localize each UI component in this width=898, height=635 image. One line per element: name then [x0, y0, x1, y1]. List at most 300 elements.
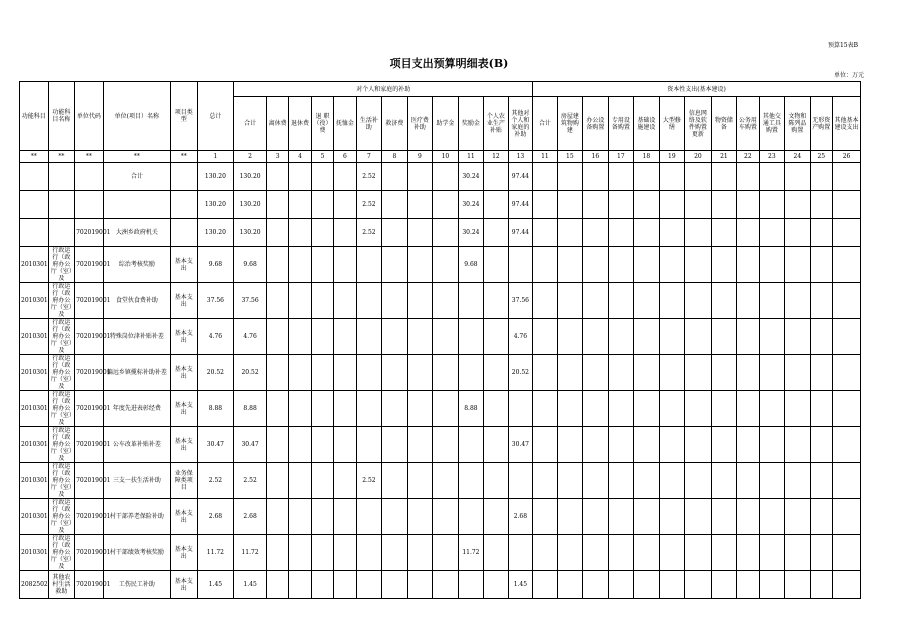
cell-c11 — [458, 355, 484, 391]
cell-c7 — [356, 355, 382, 391]
cell-empty — [334, 355, 356, 391]
cell-fname: 行政运行（政府办公厅（室）及 — [48, 427, 75, 463]
cell-empty — [685, 247, 712, 283]
cell-empty — [737, 463, 759, 499]
cell-c2: 1.45 — [234, 571, 267, 599]
cell-empty — [608, 163, 634, 191]
header-personal-col: 退休费 — [289, 97, 311, 151]
cell-empty — [266, 427, 288, 463]
cell-empty — [311, 535, 333, 571]
cell-empty — [289, 355, 311, 391]
cell-empty — [407, 283, 433, 319]
header-capital-col: 无形资产购置 — [810, 97, 832, 151]
header-personal-col: 生活补助 — [356, 97, 382, 151]
cell-empty — [382, 283, 408, 319]
cell-empty — [833, 463, 861, 499]
cell-empty — [833, 391, 861, 427]
cell-fname: 行政运行（政府办公厅（室）及 — [48, 391, 75, 427]
cell-func: 2010301 — [20, 247, 49, 283]
table-header — [20, 82, 861, 163]
cell-empty — [685, 191, 712, 219]
cell-c2: 2.68 — [234, 499, 267, 535]
cell-empty — [583, 191, 609, 219]
header-capital-col: 物资储备 — [711, 97, 737, 151]
cell-empty — [289, 163, 311, 191]
cell-ptype: 基本支出 — [171, 319, 198, 355]
cell-empty — [484, 571, 508, 599]
cell-ucode: 702019001 — [75, 391, 104, 427]
cell-empty — [685, 463, 712, 499]
cell-empty — [659, 535, 685, 571]
cell-empty — [737, 247, 759, 283]
cell-fname: 行政运行（政府办公厅（室）及 — [48, 283, 75, 319]
cell-empty — [685, 391, 712, 427]
column-code: 7 — [356, 151, 382, 163]
cell-total: 1.45 — [197, 571, 234, 599]
cell-empty — [711, 463, 737, 499]
table-body — [20, 163, 861, 599]
cell-c13 — [508, 463, 533, 499]
cell-ptype: 基本支出 — [171, 283, 198, 319]
cell-c2: 37.56 — [234, 283, 267, 319]
table-row — [20, 283, 861, 319]
cell-func — [20, 191, 49, 219]
cell-empty — [311, 499, 333, 535]
header-capital-col: 其他基本建设支出 — [833, 97, 861, 151]
table-row — [20, 535, 861, 571]
cell-ptype: 基本支出 — [171, 535, 198, 571]
cell-empty — [711, 535, 737, 571]
header-personal-col: 个人农业生产补贴 — [484, 97, 508, 151]
cell-c13 — [508, 247, 533, 283]
cell-c7 — [356, 571, 382, 599]
cell-empty — [484, 163, 508, 191]
header-capital-col: 大型修缮 — [659, 97, 685, 151]
cell-empty — [289, 191, 311, 219]
table-row — [20, 427, 861, 463]
cell-c11 — [458, 571, 484, 599]
cell-func — [20, 163, 49, 191]
cell-empty — [433, 247, 459, 283]
cell-fname: 行政运行（政府办公厅（室）及 — [48, 499, 75, 535]
table-row — [20, 247, 861, 283]
cell-empty — [266, 391, 288, 427]
cell-empty — [634, 499, 660, 535]
cell-empty — [711, 283, 737, 319]
cell-c13: 30.47 — [508, 427, 533, 463]
cell-empty — [433, 163, 459, 191]
header-total: 总计 — [197, 82, 234, 151]
cell-empty — [334, 463, 356, 499]
cell-total: 8.88 — [197, 391, 234, 427]
cell-empty — [810, 191, 832, 219]
cell-c11: 11.72 — [458, 535, 484, 571]
cell-empty — [407, 247, 433, 283]
cell-empty — [759, 499, 785, 535]
cell-c7: 2.52 — [356, 219, 382, 247]
cell-empty — [557, 247, 583, 283]
cell-empty — [608, 535, 634, 571]
header-func: 功能科目 — [20, 82, 49, 151]
cell-c2: 8.88 — [234, 391, 267, 427]
cell-ptype — [171, 163, 198, 191]
cell-empty — [608, 571, 634, 599]
cell-empty — [289, 319, 311, 355]
header-capital-col: 其他交通工具购置 — [759, 97, 785, 151]
cell-empty — [433, 319, 459, 355]
column-code: 4 — [289, 151, 311, 163]
column-code: 9 — [407, 151, 433, 163]
cell-empty — [634, 191, 660, 219]
column-code: ** — [103, 151, 170, 163]
cell-empty — [311, 191, 333, 219]
header-capital-col: 房屋建筑物购建 — [557, 97, 583, 151]
cell-empty — [759, 191, 785, 219]
cell-empty — [407, 319, 433, 355]
budget-table — [19, 81, 861, 599]
cell-empty — [634, 247, 660, 283]
cell-func: 2010301 — [20, 283, 49, 319]
cell-empty — [382, 391, 408, 427]
cell-empty — [711, 319, 737, 355]
cell-empty — [634, 463, 660, 499]
cell-empty — [659, 191, 685, 219]
cell-empty — [382, 219, 408, 247]
column-code: 24 — [785, 151, 811, 163]
cell-uname: 村干部绩效考核奖励 — [103, 535, 170, 571]
cell-empty — [833, 191, 861, 219]
cell-ucode: 702019001 — [75, 283, 104, 319]
cell-empty — [759, 571, 785, 599]
cell-empty — [785, 191, 811, 219]
table-row — [20, 163, 861, 191]
cell-empty — [711, 355, 737, 391]
table-row — [20, 499, 861, 535]
cell-empty — [484, 499, 508, 535]
cell-total: 11.72 — [197, 535, 234, 571]
cell-empty — [659, 355, 685, 391]
cell-empty — [810, 247, 832, 283]
cell-uname: 村干部养老保险补助 — [103, 499, 170, 535]
cell-empty — [833, 283, 861, 319]
column-code: ** — [171, 151, 198, 163]
cell-empty — [484, 319, 508, 355]
header-group-personal: 对个人和家庭的补助 — [234, 82, 533, 97]
cell-c11 — [458, 499, 484, 535]
cell-total: 4.76 — [197, 319, 234, 355]
cell-empty — [407, 163, 433, 191]
header-group-capital: 资本性支出(基本建设) — [533, 82, 861, 97]
cell-empty — [810, 355, 832, 391]
column-code: 10 — [433, 151, 459, 163]
cell-empty — [810, 163, 832, 191]
cell-empty — [737, 535, 759, 571]
cell-empty — [737, 283, 759, 319]
cell-empty — [583, 571, 609, 599]
cell-empty — [711, 571, 737, 599]
cell-empty — [266, 283, 288, 319]
column-code: 2 — [234, 151, 267, 163]
cell-empty — [533, 427, 557, 463]
cell-empty — [759, 163, 785, 191]
unit-label: 单位：万元 — [833, 72, 864, 79]
cell-empty — [833, 163, 861, 191]
cell-empty — [533, 163, 557, 191]
cell-c11 — [458, 283, 484, 319]
cell-ptype: 基本支出 — [171, 355, 198, 391]
cell-empty — [833, 319, 861, 355]
cell-empty — [533, 355, 557, 391]
cell-empty — [810, 571, 832, 599]
cell-empty — [608, 391, 634, 427]
cell-empty — [759, 219, 785, 247]
cell-c7 — [356, 535, 382, 571]
cell-total: 30.47 — [197, 427, 234, 463]
cell-empty — [785, 391, 811, 427]
cell-empty — [634, 355, 660, 391]
cell-func — [20, 219, 49, 247]
cell-empty — [634, 219, 660, 247]
cell-ucode: 702019001 — [75, 571, 104, 599]
cell-empty — [737, 191, 759, 219]
cell-empty — [711, 391, 737, 427]
header-unit-code: 单位代码 — [75, 82, 104, 151]
cell-empty — [833, 219, 861, 247]
cell-ptype: 基本支出 — [171, 247, 198, 283]
cell-empty — [659, 571, 685, 599]
cell-c2: 4.76 — [234, 319, 267, 355]
cell-uname: 年度先进表彰经费 — [103, 391, 170, 427]
cell-c11: 30.24 — [458, 219, 484, 247]
cell-empty — [685, 499, 712, 535]
header-capital-col: 办公设备购置 — [583, 97, 609, 151]
column-code: 11 — [533, 151, 557, 163]
cell-c2: 2.52 — [234, 463, 267, 499]
cell-empty — [533, 283, 557, 319]
cell-empty — [634, 571, 660, 599]
cell-c13: 1.45 — [508, 571, 533, 599]
cell-empty — [634, 283, 660, 319]
cell-fname: 行政运行（政府办公厅（室）及 — [48, 247, 75, 283]
cell-total: 130.20 — [197, 163, 234, 191]
cell-empty — [311, 219, 333, 247]
cell-empty — [785, 355, 811, 391]
cell-empty — [484, 427, 508, 463]
cell-c13: 97.44 — [508, 219, 533, 247]
cell-ptype: 基本支出 — [171, 571, 198, 599]
cell-empty — [334, 499, 356, 535]
cell-empty — [711, 219, 737, 247]
cell-fname: 行政运行（政府办公厅（室）及 — [48, 355, 75, 391]
column-code: 8 — [382, 151, 408, 163]
cell-empty — [557, 163, 583, 191]
cell-c11: 8.88 — [458, 391, 484, 427]
cell-empty — [334, 319, 356, 355]
cell-ptype: 基本支出 — [171, 391, 198, 427]
cell-empty — [659, 247, 685, 283]
cell-empty — [737, 219, 759, 247]
table-row — [20, 571, 861, 599]
cell-ucode: 702019001 — [75, 355, 104, 391]
cell-empty — [659, 283, 685, 319]
cell-empty — [608, 219, 634, 247]
cell-empty — [659, 499, 685, 535]
cell-empty — [608, 247, 634, 283]
cell-uname: 合计 — [103, 163, 170, 191]
cell-empty — [557, 391, 583, 427]
header-capital-col: 基础设施建设 — [634, 97, 660, 151]
cell-empty — [785, 219, 811, 247]
cell-empty — [759, 283, 785, 319]
cell-ucode: 702019001 — [75, 319, 104, 355]
cell-total: 2.52 — [197, 463, 234, 499]
cell-empty — [334, 219, 356, 247]
table-row — [20, 191, 861, 219]
column-code: 26 — [833, 151, 861, 163]
cell-c11 — [458, 463, 484, 499]
cell-empty — [289, 535, 311, 571]
cell-empty — [711, 191, 737, 219]
header-capital-col: 专用设备购置 — [608, 97, 634, 151]
table-row — [20, 463, 861, 499]
table-row — [20, 355, 861, 391]
cell-empty — [311, 355, 333, 391]
cell-empty — [659, 219, 685, 247]
cell-func: 2010301 — [20, 535, 49, 571]
cell-c13: 4.76 — [508, 319, 533, 355]
cell-empty — [833, 247, 861, 283]
cell-empty — [557, 319, 583, 355]
cell-empty — [407, 355, 433, 391]
column-code: 16 — [583, 151, 609, 163]
cell-empty — [634, 163, 660, 191]
cell-empty — [583, 391, 609, 427]
cell-empty — [833, 571, 861, 599]
cell-c11 — [458, 427, 484, 463]
cell-empty — [583, 427, 609, 463]
cell-empty — [266, 247, 288, 283]
cell-empty — [583, 247, 609, 283]
cell-empty — [266, 191, 288, 219]
cell-empty — [785, 319, 811, 355]
cell-empty — [810, 535, 832, 571]
cell-empty — [266, 463, 288, 499]
cell-empty — [785, 535, 811, 571]
header-personal-col: 助学金 — [433, 97, 459, 151]
cell-empty — [557, 191, 583, 219]
cell-empty — [311, 283, 333, 319]
cell-empty — [484, 283, 508, 319]
cell-empty — [608, 427, 634, 463]
cell-ucode: 702019001 — [75, 247, 104, 283]
column-code: 1 — [197, 151, 234, 163]
cell-func: 2010301 — [20, 463, 49, 499]
cell-empty — [334, 535, 356, 571]
cell-c11: 9.68 — [458, 247, 484, 283]
column-code: 6 — [334, 151, 356, 163]
cell-empty — [685, 355, 712, 391]
cell-empty — [737, 499, 759, 535]
cell-empty — [711, 247, 737, 283]
cell-ucode: 702019001 — [75, 499, 104, 535]
cell-empty — [533, 571, 557, 599]
cell-empty — [433, 427, 459, 463]
cell-c13: 37.56 — [508, 283, 533, 319]
cell-empty — [334, 571, 356, 599]
cell-empty — [634, 535, 660, 571]
cell-empty — [608, 319, 634, 355]
column-code: 17 — [608, 151, 634, 163]
header-personal-col: 救济费 — [382, 97, 408, 151]
page-title: 项目支出预算明细表(B) — [389, 57, 509, 70]
cell-empty — [785, 463, 811, 499]
cell-empty — [407, 191, 433, 219]
cell-empty — [759, 247, 785, 283]
cell-empty — [737, 427, 759, 463]
cell-empty — [407, 463, 433, 499]
cell-empty — [583, 219, 609, 247]
cell-total: 20.52 — [197, 355, 234, 391]
cell-empty — [557, 535, 583, 571]
cell-fname: 其他农村生活救助 — [48, 571, 75, 599]
cell-empty — [407, 499, 433, 535]
cell-c2: 30.47 — [234, 427, 267, 463]
cell-empty — [785, 163, 811, 191]
cell-empty — [533, 319, 557, 355]
cell-empty — [711, 163, 737, 191]
cell-c2: 130.20 — [234, 191, 267, 219]
cell-uname: 三支一扶生活补助 — [103, 463, 170, 499]
cell-empty — [266, 535, 288, 571]
cell-empty — [759, 391, 785, 427]
cell-c2: 20.52 — [234, 355, 267, 391]
column-code: 19 — [659, 151, 685, 163]
cell-empty — [289, 247, 311, 283]
header-unit-name: 单位(项目）名称 — [103, 82, 170, 151]
cell-c13: 97.44 — [508, 163, 533, 191]
cell-empty — [759, 463, 785, 499]
cell-empty — [433, 463, 459, 499]
cell-empty — [583, 319, 609, 355]
cell-empty — [382, 427, 408, 463]
cell-empty — [266, 163, 288, 191]
cell-empty — [634, 427, 660, 463]
cell-empty — [382, 191, 408, 219]
cell-empty — [737, 391, 759, 427]
cell-fname: 行政运行（政府办公厅（室）及 — [48, 463, 75, 499]
header-capital-col: 文物和陈列品购置 — [785, 97, 811, 151]
cell-c13: 20.52 — [508, 355, 533, 391]
cell-empty — [334, 163, 356, 191]
cell-c13 — [508, 535, 533, 571]
cell-empty — [810, 427, 832, 463]
cell-ptype — [171, 219, 198, 247]
cell-empty — [289, 499, 311, 535]
cell-ptype — [171, 191, 198, 219]
cell-empty — [737, 571, 759, 599]
cell-empty — [659, 463, 685, 499]
cell-empty — [785, 283, 811, 319]
cell-ucode: 702019001 — [75, 219, 104, 247]
cell-empty — [685, 283, 712, 319]
cell-empty — [311, 319, 333, 355]
cell-empty — [484, 247, 508, 283]
cell-empty — [785, 247, 811, 283]
cell-empty — [785, 571, 811, 599]
cell-func: 2010301 — [20, 391, 49, 427]
cell-c7 — [356, 247, 382, 283]
header-capital-col: 公务用车购置 — [737, 97, 759, 151]
